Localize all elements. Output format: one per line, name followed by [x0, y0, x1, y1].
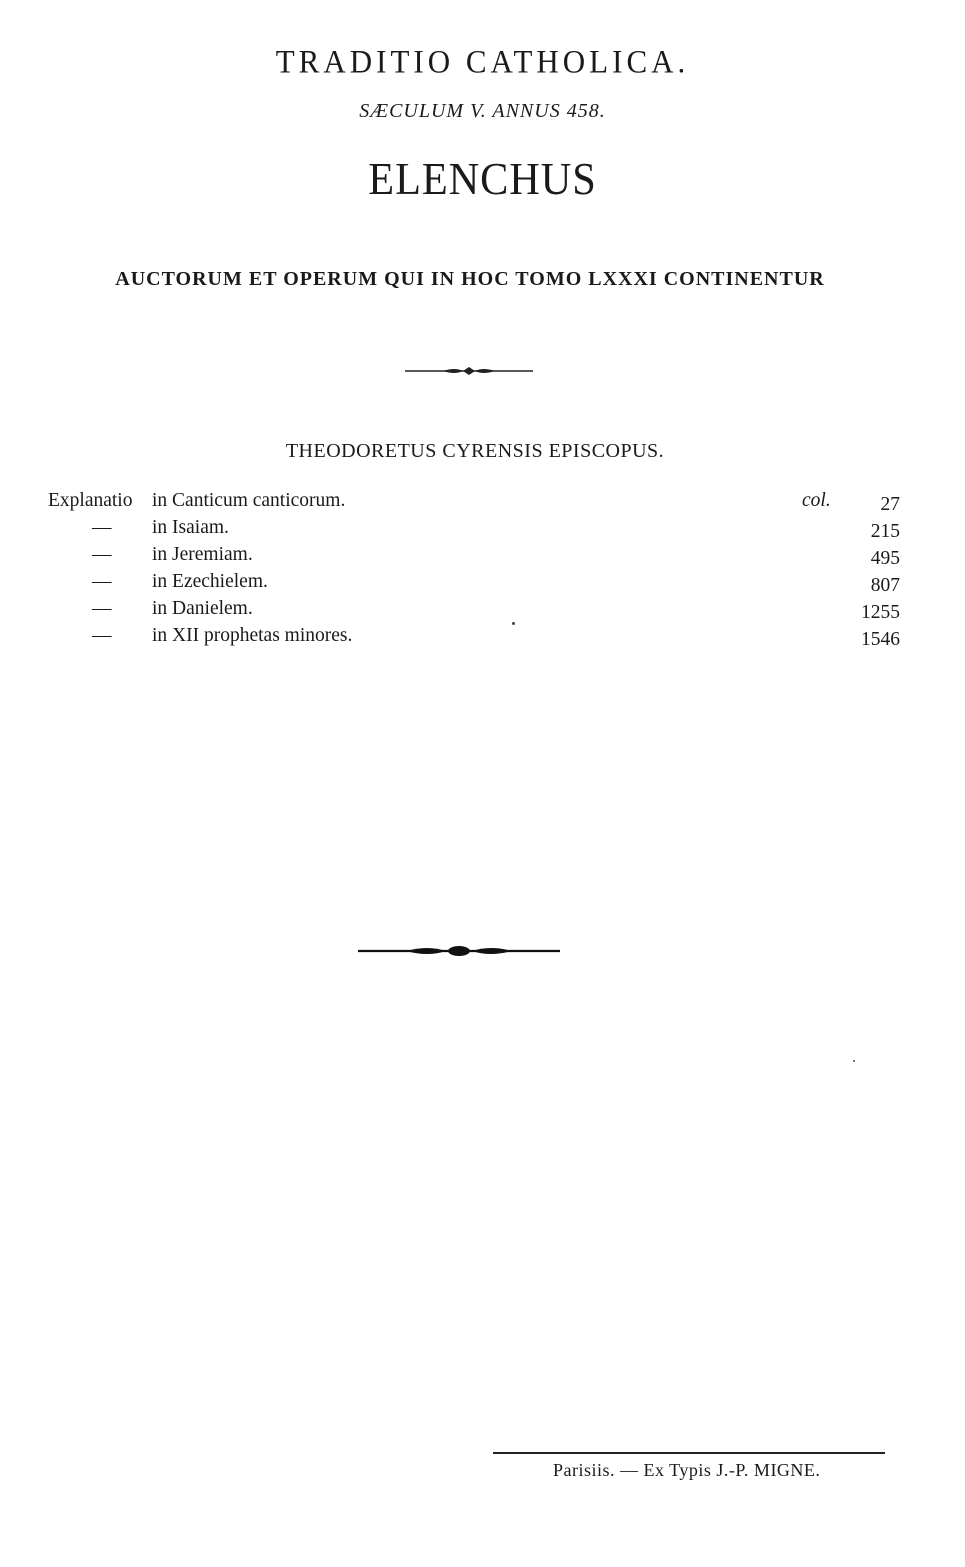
toc-entry-label: in Isaiam.: [152, 517, 229, 538]
table-of-contents: [48, 487, 908, 649]
toc-entry-label: in Canticum canticorum.: [152, 490, 346, 511]
toc-dash: —: [92, 625, 112, 646]
paper-speck: [512, 622, 515, 625]
toc-entry-page: 1255: [861, 602, 900, 623]
toc-entry-page: 807: [870, 575, 900, 596]
toc-row: [48, 541, 908, 568]
ornament-divider-icon: [356, 942, 562, 960]
toc-entry-label: in XII prophetas minores.: [152, 625, 353, 646]
toc-dash: —: [92, 517, 112, 538]
main-title: ELENCHUS: [368, 153, 597, 204]
toc-entry-page: 495: [870, 548, 900, 569]
imprint: Parisiis. — Ex Typis J.-P. MIGNE.: [553, 1460, 821, 1480]
toc-col-label: col.: [802, 490, 831, 511]
footer-rule: [493, 1452, 885, 1454]
author-heading: THEODORETUS CYRENSIS EPISCOPUS.: [285, 440, 665, 462]
toc-dash: —: [92, 598, 112, 619]
toc-entry-page: 1546: [861, 629, 900, 650]
toc-entry-label: in Ezechielem.: [152, 571, 268, 592]
toc-entry-label: in Danielem.: [152, 598, 253, 619]
toc-entry-prefix: Explanatio: [48, 490, 133, 511]
toc-row: [48, 514, 908, 541]
sub-heading: AUCTORUM ET OPERUM QUI IN HOC TOMO LXXXI CONTINENTUR: [115, 268, 825, 290]
toc-row: [48, 487, 908, 514]
toc-entry-page: 27: [880, 494, 900, 515]
toc-dash: —: [92, 544, 112, 565]
paper-speck: [853, 1060, 855, 1062]
toc-row: [48, 622, 908, 649]
toc-dash: —: [92, 571, 112, 592]
header-subtitle: SÆCULUM V. ANNUS 458.: [359, 100, 606, 122]
ornament-divider-icon: [403, 364, 535, 378]
header-title: TRADITIO CATHOLICA.: [275, 43, 690, 80]
toc-entry-label: in Jeremiam.: [152, 544, 253, 565]
toc-entry-page: 215: [870, 521, 900, 542]
toc-row: [48, 568, 908, 595]
toc-row: [48, 595, 908, 622]
